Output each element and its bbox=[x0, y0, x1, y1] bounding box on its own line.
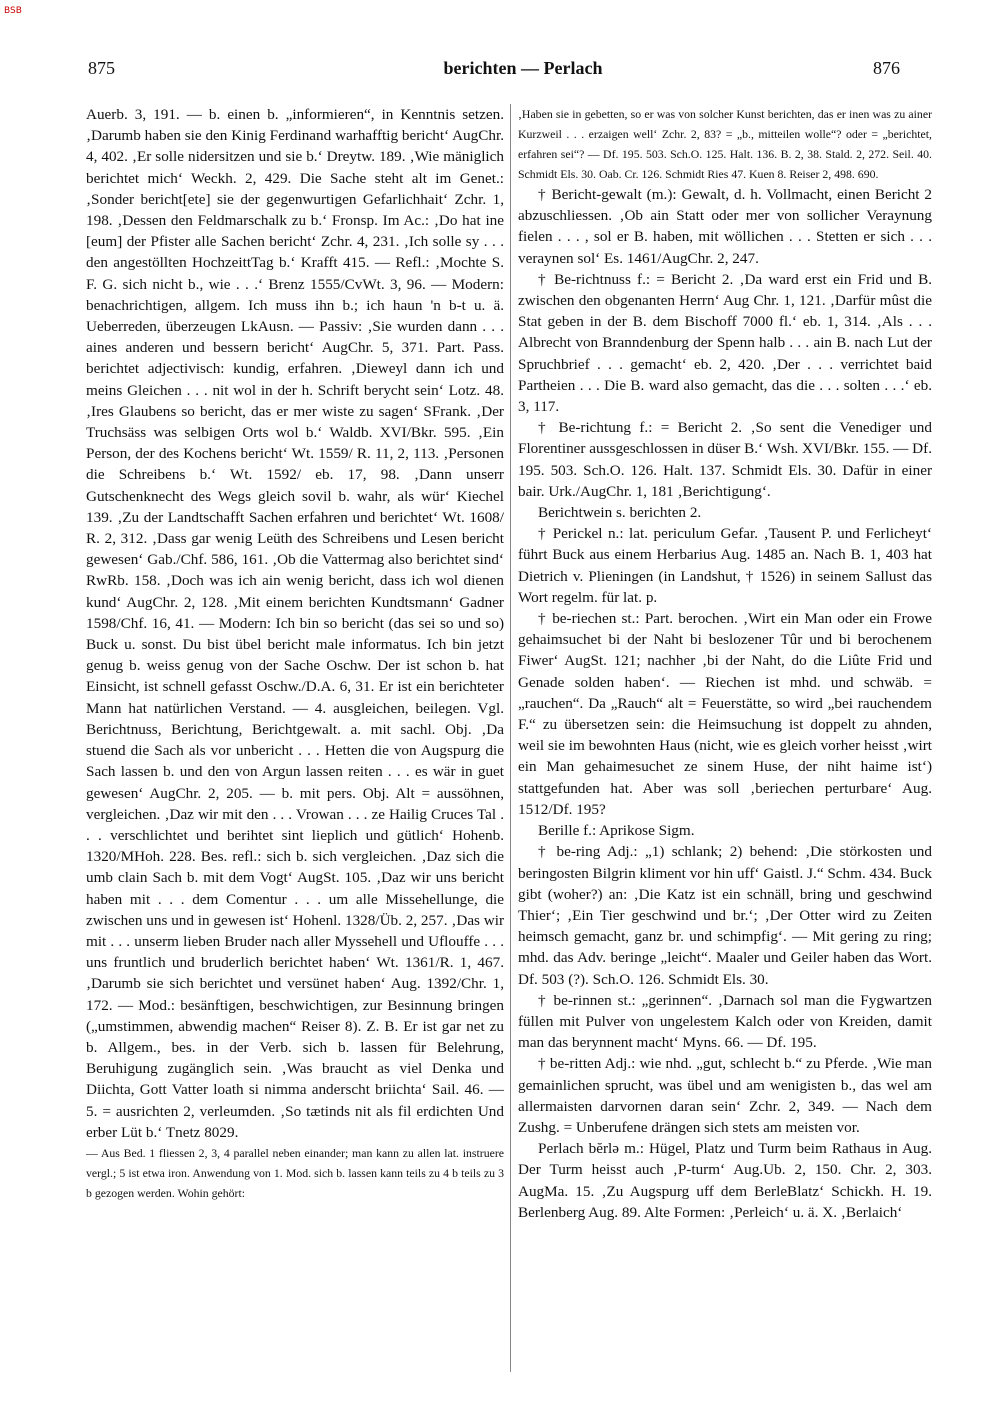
left-small-note: — Aus Bed. 1 fliessen 2, 3, 4 parallel neben einander; man kann zu allen lat. instruere vergl.; 5 ist etwa iron. Anwendung von 1. Mod. sich b. lassen kann teils zu 4 b teils zu 3 b gezogen werden. Wohin gehört: bbox=[86, 1145, 504, 1200]
library-stamp: BSB bbox=[4, 6, 22, 16]
column-divider bbox=[510, 104, 511, 1372]
entry-berichtgewalt: † Bericht-gewalt (m.): Gewalt, d. h. Vollmacht, einen Bericht 2 abzuschliessen. ‚Ob ain Statt oder mer von sollicher Veraynung fielen . . . , sol er B. haben, mit wöllichen . . . Stetten er sich . . . veraynen sol‘ Es. 1461/AugChr. 2, 247. bbox=[518, 186, 932, 267]
left-column bbox=[86, 104, 504, 1203]
entry-berichtung: † Be-richtung f.: = Bericht 2. ‚So sent die Venediger und Florentiner aussgeschlossen in düser B.‘ Wsh. XVI/Bkr. 155. — Df. 195. 503. Sch.O. 126. Halt. 137. Schmidt Els. 30. Dafür in einer bair. Urk./AugChr. 1, 181 ‚Berichtigung‘. bbox=[518, 419, 932, 500]
page-number-left: 875 bbox=[88, 58, 115, 78]
entry-bering: † be-ring Adj.: „1) schlank; 2) behend: ‚Die störkosten und beringosten Bilgrin kliment vor hin uff‘ Gaistl. J.“ Schm. 434. Buck gibt (woher?) an: ‚Die Katz ist ein schnäll, bring und geschwind Thier‘; ‚Ein Tier geschwind und br.‘; ‚Der Otter wird zu Zeiten heimsch gemacht, ganz br. und schimpfig‘. — Mit gering zu ring; mhd. das Adv. beringe „leicht“. Maaler und Geiler haben das Wort. Df. 503 (?). Sch.O. 126. Schmidt Els. 30. bbox=[518, 843, 932, 988]
entry-berichtnuss: † Be-richtnuss f.: = Bericht 2. ‚Da ward erst ein Frid und B. zwischen den obgenanten Herrn‘ Aug Chr. 1, 121. ‚Darfür mûst die Stat geben in der B. dem Bischoff 7000 fl.‘ eb. 1, 314. ‚Als . . . Albrecht von Branndenburg der Spenn halb . . . ain B. nach Lut der Spruchbrief . . . gemacht‘ eb. 2, 420. ‚Der . . . verrichtet baid Partheien . . . Die B. ward also gemacht, das die . . . solten . . .‘ eb. 3, 117. bbox=[518, 270, 932, 416]
entry-beriechen: † be-riechen st.: Part. berochen. ‚Wirt ein Man oder ein Frowe gehaimsuchet bi der Naht bi beslozener Tûr und bi berochenem Fiwer‘ AugSt. 121; nachher ‚bi der Naht, do die Liûte Frid und Genade solden haben‘. — Riechen ist mhd. und schwäb. = „rauchen“. Da „Rauch“ alt = Feuerstätte, so wird „bei rauchendem F.“ zu übersetzen sein: die Heimsuchung ist doppelt zu ahnden, weil sie im bewohnten Haus (nicht, wie es gleich vorher heisst ‚wirt ein Man gehaimesuchet ze sinem Huse, der niht haime ist‘) stattgefunden hat. Aber was soll ‚beriechen perturbare‘ Aug. 1512/Df. 195? bbox=[518, 610, 932, 818]
entry-beritten: † be-ritten Adj.: wie nhd. „gut, schlecht b.“ zu Pferde. ‚Wie man gemainlichen sprucht, was übel und am wenigisten b., das wel am allermaisten darvornen daran sein‘ Zchr. 2, 349. — Nach dem Zushg. = Unberufene drängen sich stets am meisten vor. bbox=[518, 1055, 932, 1136]
entry-berinnen: † be-rinnen st.: „gerinnen“. ‚Darnach sol man die Fygwartzen füllen mit Pulver von ungelestem Kalch oder von Kreiden, damit man das berynnent macht‘ Myns. 66. — Df. 195. bbox=[518, 991, 932, 1052]
entry-berichtwein: Berichtwein s. berichten 2. bbox=[538, 504, 702, 522]
running-header bbox=[86, 58, 960, 88]
entry-berille: Berille f.: Aprikose Sigm. bbox=[538, 822, 695, 840]
running-title: berichten — Perlach bbox=[443, 58, 603, 78]
entry-perlach: Perlach bĕrlə m.: Hügel, Platz und Turm beim Rathaus in Aug. Der Turm heisst auch ‚P-turm‘ Aug.Ub. 2, 150. Chr. 2, 303. AugMa. 15. ‚Zu Augspurg uff dem BerleBlatz‘ Schickh. H. 19. Berlenberg Aug. 89. Alte Formen: ‚Perleich‘ u. ä. X. ‚Berlaich‘ bbox=[518, 1140, 932, 1221]
entry-perickel: † Perickel n.: lat. periculum Gefar. ‚Tausent P. und Ferlicheyt‘ führt Buck aus einem Herbarius Aug. 1485 an. Nach B. 1, 403 hat Dietrich v. Plieningen (in Landshut, † 1526) in seinem Sallust das Wort regelm. für lat. p. bbox=[518, 525, 932, 606]
left-paragraph: Auerb. 3, 191. — b. einen b. „informieren“, in Kenntnis setzen. ‚Darumb haben sie den Kinig Ferdinand warhafftig bericht‘ AugChr. 4, 402. ‚Er solle nidersitzen und sie b.‘ Dreytw. 189. ‚Wie mäniglich berichtet mich‘ Weckh. 2, 429. Die Sache steht alt im Genet.: ‚Sonder bericht[ete] sie der gegenwurtigen Gefarlichhait‘ Zchr. 1, 198. ‚Dessen den Feldmarschalk zu b.‘ Fronsp. Im Ac.: ‚Do hat ine [eum] der Pfister alle Sachen bericht‘ Zchr. 4, 231. ‚Ich solle sy . . . den angestöllten HochzeittTag b.‘ Krafft 415. — Refl.: ‚Mochte S. F. G. sich nicht b., wie . . .‘ Brenz 1555/CvWt. 3, 96. — Modern: benachrichtigen, allgem. Ich muss ihn b.; ich haun 'n b-t u. ä. Ueberreden, überzeugen LkAusn. — Passiv: ‚Sie wurden dann . . . aines anderen und bessern bericht‘ AugChr. 5, 371. Part. Pass. berichtet adjectivisch: kundig, erfahren. ‚Dieweyl dann ich und meins Gleichen . . . nit wol in der h. Schrift berycht sein‘ Lotz. 48. ‚Ires Glaubens so bericht, das er mer wiste zu sagen‘ SFrank. ‚Der Truchsäss was selbigen Orts wol b.‘ Waldb. XVI/Bkr. 595. ‚Ein Person, der des Kochens bericht‘ Wt. 1559/ R. 11, 2, 113. ‚Personen die Schreibens b.‘ Wt. 1592/ eb. 17, 98. ‚Dann unserr Gutschenknecht des Wegs gleich sovil b. wahr, als wür‘ Kiechel 139. ‚Zu der Landtschafft Sachen erfahren und berichtet‘ Wt. 1608/ R. 2, 312. ‚Dass gar wenig Leüth des Schreibens und Lesen bericht gewesen‘ Gab./Chf. 586, 161. ‚Ob die Vattermag also berichtet sind‘ RwRb. 158. ‚Doch was ich ain wenig bericht, dass ich wol dienen kund‘ AugChr. 2, 128. ‚Mit einem berichten Kundtsmann‘ Gadner 1598/Chf. 16, 41. — Modern: Ich bin so bericht (das sei so und so) Buck u. sonst. Du bist übel bericht male informatus. Ich bin jetzt genug b. weiss genug von der Sache Oschw. Der ist schon b. hat Einsicht, ist schnell gefasst Oschw./D.A. 6, 31. Er ist ein berichteter Mann hat natürlichen Verstand. — 4. ausgleichen, beilegen. Vgl. Berichtnuss, Berichtung, Berichtgewalt. a. mit sachl. Obj. ‚Da stuend die Sach als vor unbericht . . . Hetten die von Augspurg die Sach lassen b. und den von Argun lassen reiten . . . es wär in guet gewesen‘ AugChr. 2, 205. — b. mit pers. Obj. Alt = aussöhnen, vergleichen. ‚Daz wir mit den . . . Vrowan . . . ze Hailig Cruces Tal . . . verschlichtet und berihtet sint lieplich und gütlich‘ Hohenb. 1320/MHoh. 228. Bes. refl.: sich b. sich vergleichen. ‚Daz sich die umb clain Sach b. mit dem Vogt‘ AugSt. 105. ‚Daz wir uns bericht haben mit . . . dem Comentur . . . um alle Missehellunge, die zwischen uns und in gewesen ist‘ Hohenl. 1328/Üb. 2, 257. ‚Das wir mit . . . unserm lieben Bruder nach aller Myssehell und Uflouffe . . . uns fruntlich und bruderlich berichtet haben‘ Wt. 1361/R. 1, 467. ‚Darumb sie sich berichtet und versünet haben‘ Aug. 1392/Chr. 1, 172. — Mod.: besänftigen, beschwichtigen, zur Besinnung bringen („umstimmen, abwendig machen“ Reiser 8). Z. B. Er ist gar net zu b. Allgem., bes. in der Verb. sich b. lassen für Belehrung, Beruhigung zugänglich sein. ‚Was braucht as viel Denka und Diichta, Gott Vatter loath si nimma anderscht briichta‘ Sail. 46. — 5. = ausrichten 2, verleumden. ‚So tætinds nit als fil erdichten Und erber Lüt b.‘ Tnetz 8029. bbox=[86, 106, 505, 1141]
page-number-right: 876 bbox=[873, 58, 900, 78]
right-paragraph: ‚Haben sie in gebetten, so er was von solcher Kunst berichten, das er inen was zu ainer Kurzweil . . . erzaigen well‘ Zchr. 2, 83? = „b., mitteilen wolle“? oder = „berichtet, erfahren sei“? — Df. 195. 503. Sch.O. 125. Halt. 136. B. 2, 38. Stald. 2, 272. Seil. 40. Schmidt Els. 30. Oab. Cr. 126. Schmidt Ries 47. Kuen 8. Reiser 2, 498. 690. bbox=[518, 107, 932, 181]
right-column bbox=[518, 104, 932, 1223]
